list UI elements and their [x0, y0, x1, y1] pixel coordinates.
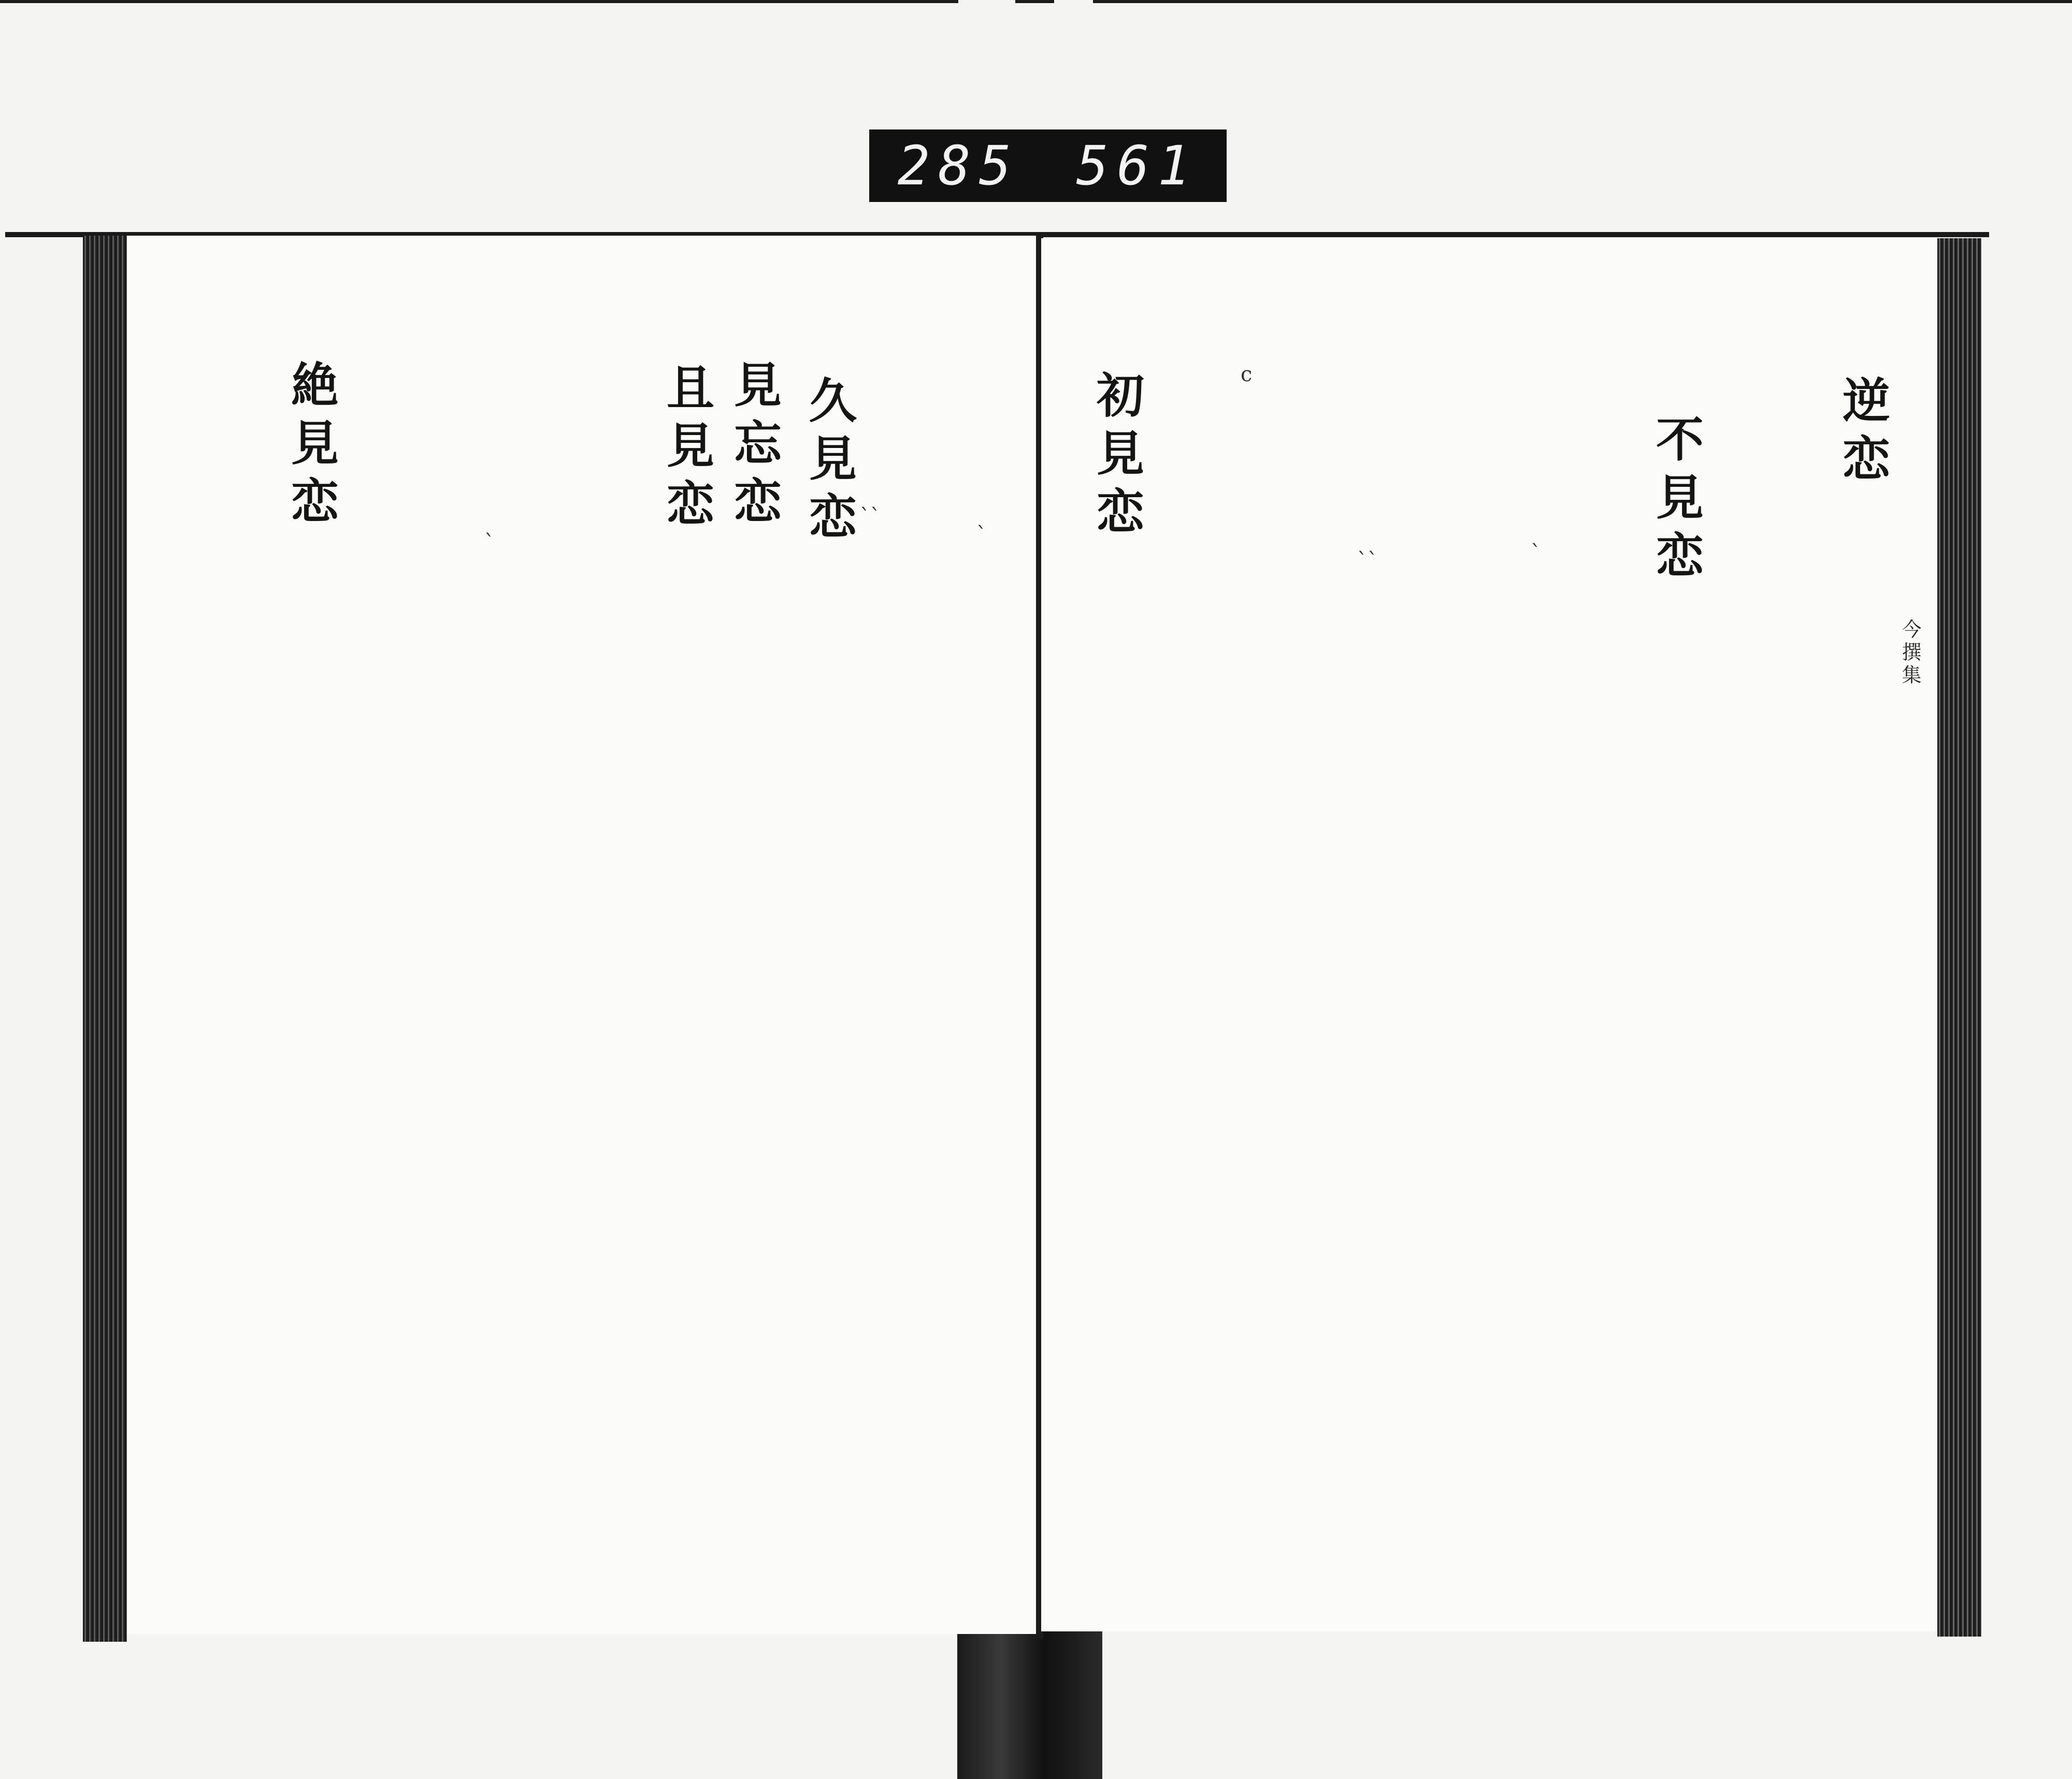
column-tick: ``	[860, 505, 881, 529]
poem-title: 不見恋	[1648, 414, 1704, 588]
poem-title: 見忘恋	[726, 360, 782, 534]
counter-left: 285	[897, 134, 1020, 197]
poem-title: 久見恋	[801, 375, 857, 549]
column-tick: `	[1531, 541, 1541, 565]
film-top-gap	[1054, 0, 1093, 3]
counter-right: 561	[1076, 134, 1199, 197]
column-tick: `	[976, 523, 987, 547]
column-tick: `	[484, 531, 495, 555]
poem-title: 絶見恋	[283, 360, 339, 534]
poem-title: 且見恋	[659, 363, 715, 537]
book-left-edge	[83, 236, 127, 1642]
poem-title: 初見恋	[1089, 370, 1145, 544]
right-page	[1041, 238, 1937, 1631]
frame-counter	[869, 129, 1227, 202]
column-tick: ``	[1357, 549, 1378, 573]
book-right-edge	[1937, 238, 1981, 1637]
left-page	[127, 236, 1041, 1634]
film-top-gap	[958, 0, 1015, 3]
book-spine-bottom	[957, 1631, 1102, 1779]
author-note: 今撰集	[1898, 619, 1921, 687]
poem-title: 逆恋	[1835, 375, 1891, 491]
film-top-edge	[0, 0, 2072, 3]
column-tick: c	[1241, 363, 1253, 386]
